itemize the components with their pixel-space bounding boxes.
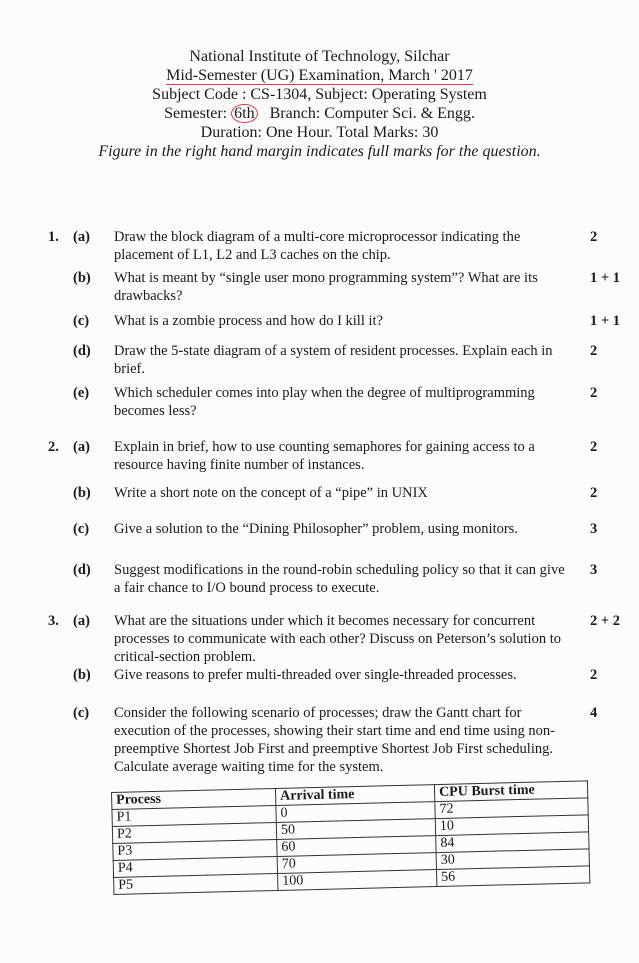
sub-question-label: (e) <box>73 385 90 401</box>
table-cell: P4 <box>113 856 277 877</box>
header-arrival: Arrival time <box>275 785 434 806</box>
exam-title-text: Mid-Semester (UG) Examination, March ' 2017 <box>166 67 473 84</box>
question-marks: 2 <box>590 229 598 245</box>
subject-line: Subject Code : CS-1304, Subject: Operating System <box>152 86 487 103</box>
question-marks: 2 + 2 <box>590 613 621 629</box>
header-burst: CPU Burst time <box>434 781 587 802</box>
table-cell: 72 <box>435 798 588 819</box>
table-cell: P2 <box>112 822 276 843</box>
semester-value: 6th <box>231 104 257 123</box>
semester-line <box>0 104 639 123</box>
sub-question-label: (a) <box>73 229 90 245</box>
table-cell: 10 <box>435 815 588 836</box>
question-text: What are the situations under which it becomes necessary for concurrent processes to communicate with each other? Discuss on Peterson’s solution to critical-section problem. <box>114 613 561 665</box>
table-cell: 100 <box>278 870 437 891</box>
question-text: Draw the block diagram of a multi-core microprocessor indicating the placement of L1, L2 and L3 caches on the chip. <box>114 229 521 263</box>
sub-question-label: (c) <box>73 705 90 721</box>
sub-question-label: (d) <box>73 343 91 359</box>
question-text: Consider the following scenario of processes; draw the Gantt chart for execution of the processes, showing their start time and end time using non-preemptive Shortest Job First and preemptive Shortest Job First scheduling. Calculate average waiting time for the system. <box>114 705 555 775</box>
question-marks: 3 <box>590 521 598 537</box>
question-text: Which scheduler comes into play when the degree of multiprogramming becomes less? <box>114 385 535 419</box>
question-number: 3. <box>48 613 59 629</box>
sub-question-label: (c) <box>73 521 90 537</box>
marks-note: Figure in the right hand margin indicates full marks for the question. <box>98 143 541 160</box>
question-number: 1. <box>48 229 59 245</box>
table-cell: 50 <box>276 819 435 840</box>
sub-question-label: (a) <box>73 439 90 455</box>
table-cell: 70 <box>277 853 436 874</box>
table-cell: 0 <box>276 802 435 823</box>
branch: Branch: Computer Sci. & Engg. <box>269 105 475 122</box>
question-marks: 2 <box>590 485 598 501</box>
question-number: 2. <box>48 439 59 455</box>
question-marks: 2 <box>590 385 598 401</box>
sub-question-label: (b) <box>73 270 91 286</box>
table-cell: P3 <box>113 839 277 860</box>
question-text: Draw the 5-state diagram of a system of resident processes. Explain each in brief. <box>114 343 553 377</box>
question-marks: 2 <box>590 439 598 455</box>
semester-label: Semester: <box>164 105 228 122</box>
sub-question-label: (c) <box>73 313 90 329</box>
question-text: Suggest modifications in the round-robin scheduling policy so that it can give a fair chance to I/O bound process to execute. <box>114 562 565 596</box>
sub-question-label: (b) <box>73 667 91 683</box>
table-cell: 84 <box>436 832 589 853</box>
process-table <box>111 780 590 895</box>
table-cell: P5 <box>114 873 278 894</box>
question-marks: 4 <box>590 705 598 721</box>
question-text: Write a short note on the concept of a “pipe” in UNIX <box>114 485 428 501</box>
table-cell: 56 <box>436 866 589 887</box>
table-cell: P1 <box>112 805 276 826</box>
sub-question-label: (d) <box>73 562 91 578</box>
sub-question-label: (b) <box>73 485 91 501</box>
question-marks: 1 + 1 <box>590 313 621 329</box>
header-process: Process <box>112 788 276 809</box>
question-marks: 2 <box>590 667 598 683</box>
duration-line: Duration: One Hour. Total Marks: 30 <box>200 124 439 141</box>
question-marks: 2 <box>590 343 598 359</box>
question-marks: 1 + 1 <box>590 270 621 286</box>
table-cell: 30 <box>436 849 589 870</box>
question-text: What is a zombie process and how do I kill it? <box>114 313 383 329</box>
question-text: Give reasons to prefer multi-threaded over single-threaded processes. <box>114 667 517 683</box>
exam-title <box>0 66 639 85</box>
question-marks: 3 <box>590 562 598 578</box>
question-text: Explain in brief, how to use counting semaphores for gaining access to a resource having finite number of instances. <box>114 439 535 473</box>
institute-name: National Institute of Technology, Silchar <box>189 48 450 65</box>
table-cell: 60 <box>277 836 436 857</box>
sub-question-label: (a) <box>73 613 90 629</box>
question-text: Give a solution to the “Dining Philosopher” problem, using monitors. <box>114 521 518 537</box>
question-text: What is meant by “single user mono programming system”? What are its drawbacks? <box>114 270 538 304</box>
